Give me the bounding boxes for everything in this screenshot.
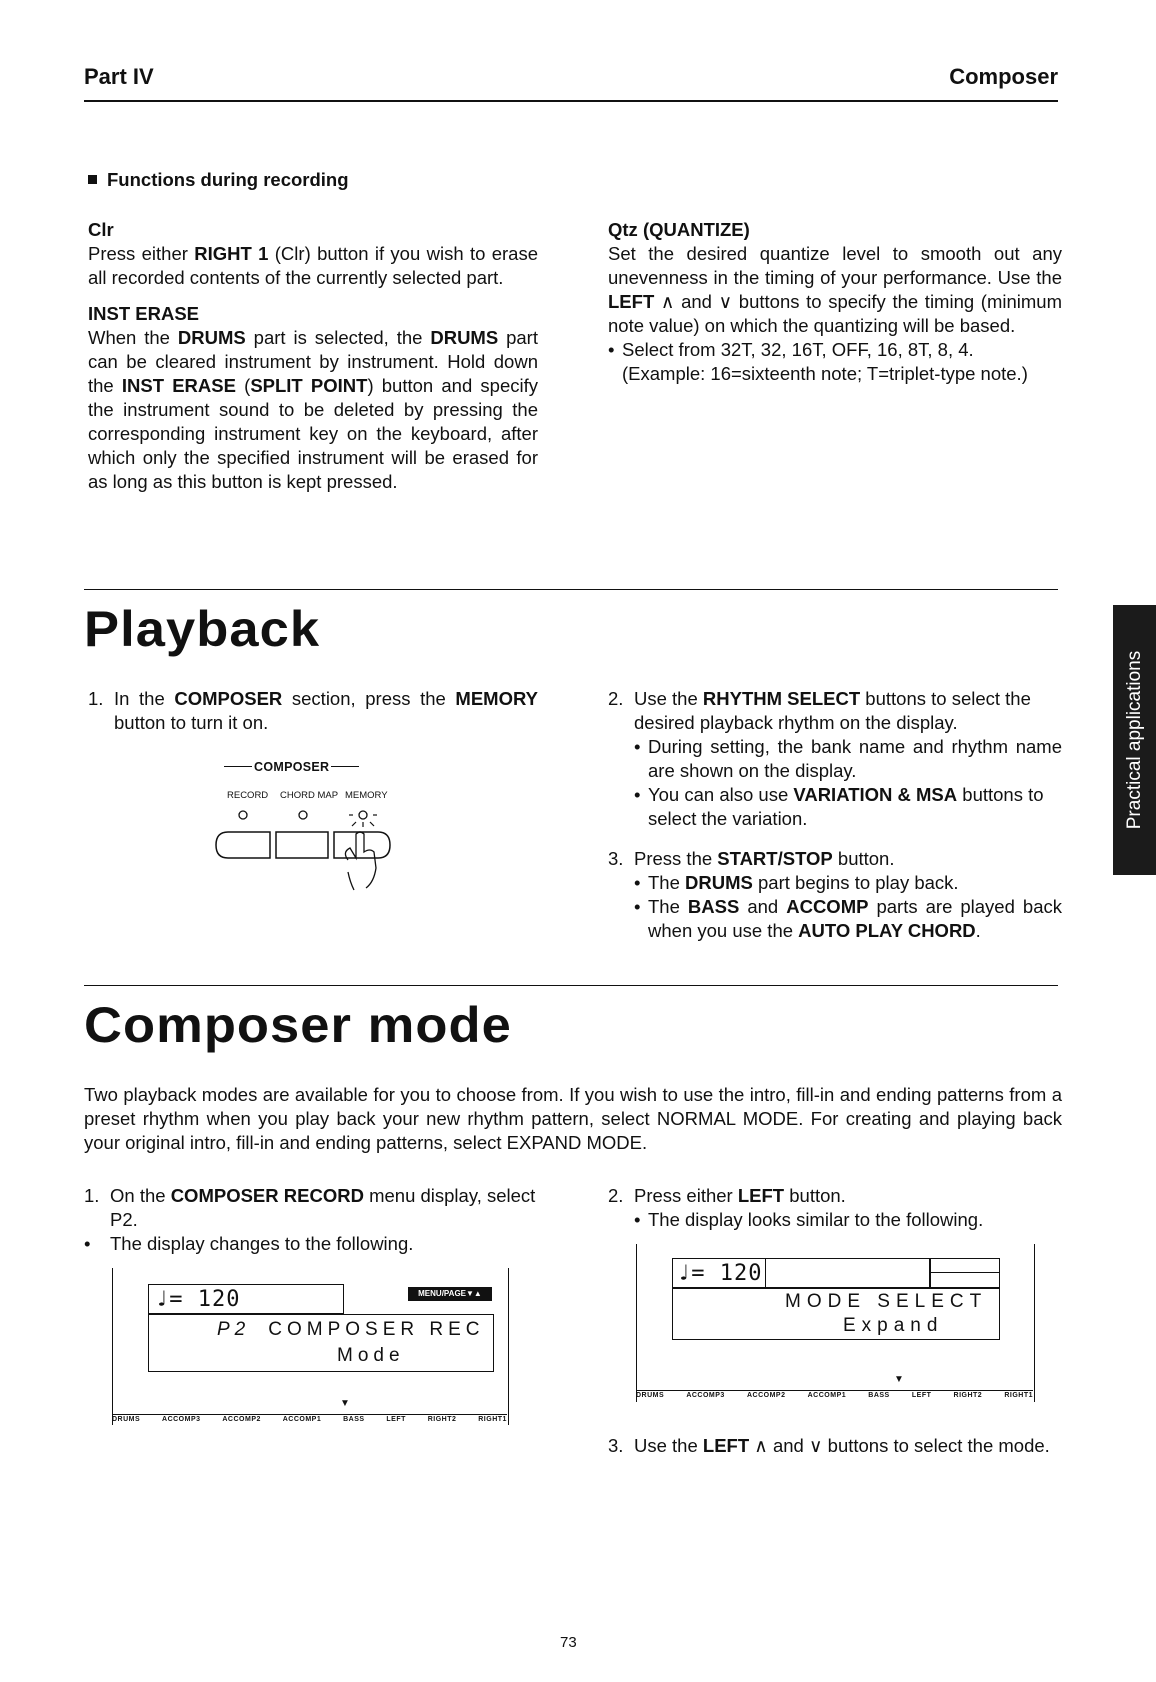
chordmap-led-label: CHORD MAP	[280, 790, 339, 801]
part-label: DRUMS	[636, 1392, 665, 1399]
text-run: LEFT	[702, 1435, 750, 1456]
text-run: BASS	[687, 896, 740, 917]
part-label: RIGHT2	[427, 1416, 457, 1423]
memory-led-label: MEMORY	[345, 790, 388, 801]
text-run: The	[648, 872, 686, 893]
text-run: (	[235, 375, 251, 396]
composer-panel-label: COMPOSER	[224, 760, 359, 774]
text-run: LEFT	[737, 1185, 785, 1206]
lcd-line1-text: COMPOSER REC	[268, 1319, 485, 1340]
tempo-box-2	[672, 1258, 766, 1288]
text-run: DRUMS	[430, 327, 499, 348]
text-run: (Clr) button if you wish to erase all recorded contents of the currently selected part.	[88, 243, 538, 288]
tempo-readout: ♩= 120	[155, 1287, 241, 1312]
right-column-functions	[608, 218, 1062, 386]
composer-mode-intro: Two playback modes are available for you to choose from. If you wish to use the intro, fill-in and ending patterns from a preset rhythm when you play back your new rhythm pattern, select NORMAL MODE. For creating and playing back your original intro, fill-in and ending patterns, select EXPAND MODE.	[84, 1084, 1062, 1153]
playback-step1: 1. In the COMPOSER section, press the MEMORY button to turn it on.	[88, 688, 538, 733]
text-run: and	[739, 896, 787, 917]
text-run: ∧ and ∨ buttons to select the mode.	[749, 1435, 1050, 1456]
part-label: RIGHT1	[478, 1416, 507, 1423]
playback-step2-bullet2	[648, 783, 1062, 831]
text-run: buttons to select the variation.	[648, 784, 1044, 829]
text-run: You can also use	[648, 784, 794, 805]
record-led-label: RECORD	[227, 790, 269, 801]
playback-step3-text	[634, 847, 894, 871]
side-tab-text: Practical applications	[1123, 650, 1145, 830]
practical-applications-tab	[1113, 605, 1156, 875]
qtz-bullet	[608, 338, 1062, 386]
page-number: 73	[560, 1634, 577, 1651]
text-run: parts are played back when you use the	[648, 896, 1062, 941]
playback-right-column: 2. Use the RHYTHM SELECT buttons to select the desired playback rhythm on the display. • During setting, the bank name and rhythm name are shown on the display. • You can also use VARIATION & MSA buttons to select the variation. 3. Press the START/STOP button. • The DRUMS part begins to play back. • The BASS and ACCOMP parts are played back when you use the AUTO PLAY CHORD.	[608, 688, 1062, 941]
clr-title: Clr	[88, 219, 114, 240]
tempo-readout-2: ♩= 120	[677, 1261, 763, 1286]
composer-mode-step3-text	[634, 1434, 1050, 1458]
text-run: VARIATION & MSA	[793, 784, 958, 805]
text-run: Use the	[634, 1435, 703, 1456]
text-run: START/STOP	[717, 848, 833, 869]
chordmap-led-icon	[299, 811, 307, 819]
square-bullet-icon	[88, 175, 97, 184]
memory-led-lit-icon	[359, 811, 367, 819]
composer-mode-right: 2. Press either LEFT button. • The display looks similar to the following.	[608, 1185, 984, 1230]
playback-step2-bullet1	[648, 735, 1062, 783]
menu-page-badge: MENU/PAGE▼▲	[408, 1287, 492, 1301]
composer-mode-step2-text	[634, 1184, 846, 1208]
text-run: part can be cleared instrument by instrument. Hold down the	[88, 327, 538, 396]
text-run: section, press the	[282, 688, 456, 709]
part-label: LEFT	[911, 1392, 932, 1399]
composer-mode-step1-bullet: The display changes to the following.	[110, 1233, 414, 1254]
chapter-label: Composer	[949, 64, 1058, 89]
functions-heading-text: Functions during recording	[107, 169, 349, 190]
left-column-functions	[88, 218, 538, 494]
playback-title: Playback	[84, 601, 321, 657]
clr-text	[88, 242, 538, 290]
part-label: ACCOMP1	[807, 1392, 847, 1399]
chordmap-button-shape	[276, 832, 328, 858]
lcd-text-area	[148, 1314, 494, 1372]
memory-button-shape	[334, 832, 390, 858]
record-led-icon	[239, 811, 247, 819]
text-run: COMPOSER	[174, 688, 283, 709]
playback-rule	[84, 589, 1058, 590]
part-labels-row	[112, 1414, 507, 1423]
playback-step3-bullet1	[648, 871, 959, 895]
text-run: buttons to select the desired playback rhythm on the display.	[634, 688, 1031, 733]
text-run: COMPOSER RECORD	[170, 1185, 364, 1206]
part-label: DRUMS	[112, 1416, 141, 1423]
bullet-dot-icon: •	[608, 339, 615, 360]
part-label: LEFT	[386, 1416, 406, 1423]
text-run: When the	[88, 327, 178, 348]
text-run: RIGHT 1	[194, 243, 269, 264]
composer-panel-illustration	[210, 760, 470, 960]
text-run: Press either	[88, 243, 195, 264]
text-run: MEMORY	[455, 688, 538, 709]
down-arrow-icon: ▼	[340, 1398, 350, 1409]
pressing-finger-icon	[345, 832, 376, 890]
composer-mode-title: Composer mode	[84, 997, 512, 1053]
part-labels-row-2	[636, 1390, 1033, 1399]
composer-mode-rule	[84, 985, 1058, 986]
composer-mode-step2-bullet: The display looks similar to the following.	[648, 1209, 984, 1230]
text-run: SPLIT POINT	[250, 375, 368, 396]
part-label: ACCOMP3	[162, 1416, 201, 1423]
lcd-line1	[217, 1319, 485, 1341]
playback-step3-bullet2	[648, 895, 1062, 943]
text-run: In the	[114, 688, 175, 709]
part-label: ACCOMP2	[222, 1416, 261, 1423]
playback-step2-text	[634, 687, 1062, 735]
small-box	[930, 1258, 1000, 1288]
lcd-line2-2: Expand	[843, 1315, 944, 1336]
qtz-bullet-text: Select from 32T, 32, 16T, OFF, 16, 8T, 8, 4. (Example: 16=sixteenth note; T=triplet-type note.)	[622, 339, 1028, 384]
text-run: AUTO PLAY CHORD	[798, 920, 976, 941]
part-label: RIGHT1	[1004, 1392, 1033, 1399]
text-run: button.	[784, 1185, 846, 1206]
functions-heading	[88, 168, 349, 192]
text-run: menu display, select P2.	[110, 1185, 536, 1230]
part-label: ACCOMP3	[686, 1392, 725, 1399]
text-run: Use the	[634, 688, 703, 709]
text-run: On the	[110, 1185, 171, 1206]
part-label: ACCOMP1	[282, 1416, 322, 1423]
text-run: ) button and specify the instrument sound to be deleted by pressing the corresponding instrument key on the keyboard, after which only the specified instrument will be erased for as long as this button is kept pressed.	[88, 375, 538, 492]
tempo-box	[148, 1284, 344, 1314]
text-run: During setting, the bank name and rhythm name are shown on the display.	[648, 736, 1062, 781]
down-arrow-icon-2: ▼	[894, 1374, 904, 1385]
part-label: RIGHT2	[953, 1392, 983, 1399]
tempo-box-right	[764, 1258, 930, 1288]
text-run: .	[975, 920, 981, 941]
lcd-display-p2	[112, 1268, 510, 1428]
text-run: button.	[832, 848, 895, 869]
qtz-title: Qtz (QUANTIZE)	[608, 219, 750, 240]
header-rule	[84, 100, 1058, 102]
text-run: Press the	[634, 848, 718, 869]
page-code: P2	[217, 1319, 251, 1340]
qtz-text	[608, 242, 1062, 338]
text-run: Set the desired quantize level to smooth out any unevenness in the timing of your performance. Use the	[608, 243, 1062, 288]
text-run: ∧ and ∨ buttons to specify the timing (minimum note value) on which the quantizing will be based.	[608, 291, 1062, 336]
part-label: BASS	[343, 1416, 365, 1423]
record-button-shape	[216, 832, 270, 858]
part-label: BASS	[868, 1392, 890, 1399]
text-run: DRUMS	[177, 327, 246, 348]
text-run: part is selected, the	[245, 327, 431, 348]
text-run: button to turn it on.	[114, 712, 269, 733]
part-label: ACCOMP2	[746, 1392, 786, 1399]
text-run: part begins to play back.	[752, 872, 959, 893]
composer-mode-step1-text	[110, 1184, 544, 1232]
lcd-display-mode-select	[636, 1244, 1036, 1406]
text-run: LEFT	[608, 291, 655, 312]
text-run: DRUMS	[685, 872, 753, 893]
inst-erase-title: INST ERASE	[88, 303, 200, 324]
text-run: Press either	[634, 1185, 738, 1206]
composer-mode-left: 1. On the COMPOSER RECORD menu display, select P2. • The display changes to the following.	[84, 1184, 544, 1256]
lcd-text-area-2	[672, 1288, 1000, 1340]
composer-mode-step3: 3. Use the LEFT ∧ and ∨ buttons to select the mode.	[608, 1435, 1050, 1456]
inst-erase-text	[88, 326, 538, 494]
lcd-line1-2: MODE SELECT	[785, 1291, 988, 1312]
lcd-line2: Mode	[337, 1345, 405, 1366]
text-run: The	[648, 896, 688, 917]
panel-buttons-drawing	[210, 760, 470, 960]
playback-step1-text	[114, 687, 538, 735]
text-run: ACCOMP	[786, 896, 869, 917]
text-run: INST ERASE	[121, 375, 236, 396]
text-run: RHYTHM SELECT	[702, 688, 861, 709]
part-label: Part IV	[84, 64, 154, 89]
